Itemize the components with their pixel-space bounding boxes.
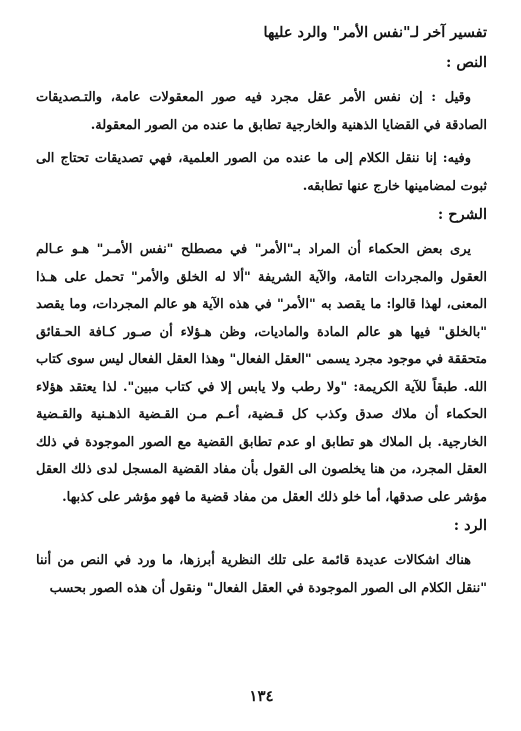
text-paragraph-1: وقيل : إن نفس الأمر عقل مجرد فيه صور المعقولات عامة، والتـصديقات الصادقة في القضايا الذهنية والخارجية تطابق ما عنده من الصور المعقولة. — [36, 90, 487, 133]
page-number: ١٣٤ — [249, 687, 274, 705]
page-title: تفسير آخر لـ"نفس الأمر" والرد عليها — [263, 24, 487, 41]
reply-paragraph: هناك اشكالات عديدة قائمة على تلك النظرية أبرزها، ما ورد في النص من أننا "ننقل الكلام الى الصور الموجودة في العقل الفعال" ونقول أن هذه الصور بحسب — [36, 553, 487, 596]
book-page — [36, 22, 487, 711]
explanation-paragraph: يرى بعض الحكماء أن المراد بـ"الأمر" في مصطلح "نفس الأمـر" هـو عـالم العقول والمجردات التامة، والآية الشريفة "ألا له الخلق والأمر" تحمل على هـذا المعنى، لهذا قالوا: ما يقصد به "الأمر" في هذه الآية هو عالم المجردات، وما يقصد "بالخلق" فيها هو عالم المادة والماديات، وظن هـؤلاء أن صـور كـافة الحـقائق متحققة في موجود مجرد يسمى "العقل الفعال" وهذا العقل الفعال ليس سوى كتاب الله. طبقاً للآية الكريمة: "ولا رطب ولا يابس إلا في كتاب مبين". لذا يعتقد هؤلاء الحكماء أن ملاك صدق وكذب كل قـضية، أعـم مـن القـضية الذهـنية والقـضية الخارجية. بل الملاك هو تطابق او عدم تطابق القضية مع الصور الموجودة في ذلك العقل المجرد، من هنا يخلصون الى القول بأن مفاد القضية المسجل لدى ذلك العقل مؤشر على صدقها، أما خلو ذلك العقل من مفاد قضية ما فهو مؤشر على كذبها. — [36, 242, 487, 505]
reply-section-label: الرد : — [453, 517, 487, 534]
text-section-label: النص : — [446, 54, 487, 71]
explanation-section-label: الشرح : — [437, 206, 487, 223]
text-paragraph-2: وفيه: إنا ننقل الكلام إلى ما عنده من الصور العلمية، فهي تصديقات تحتاج الى ثبوت لمضامينها خارج عنها تطابقه. — [36, 151, 487, 194]
